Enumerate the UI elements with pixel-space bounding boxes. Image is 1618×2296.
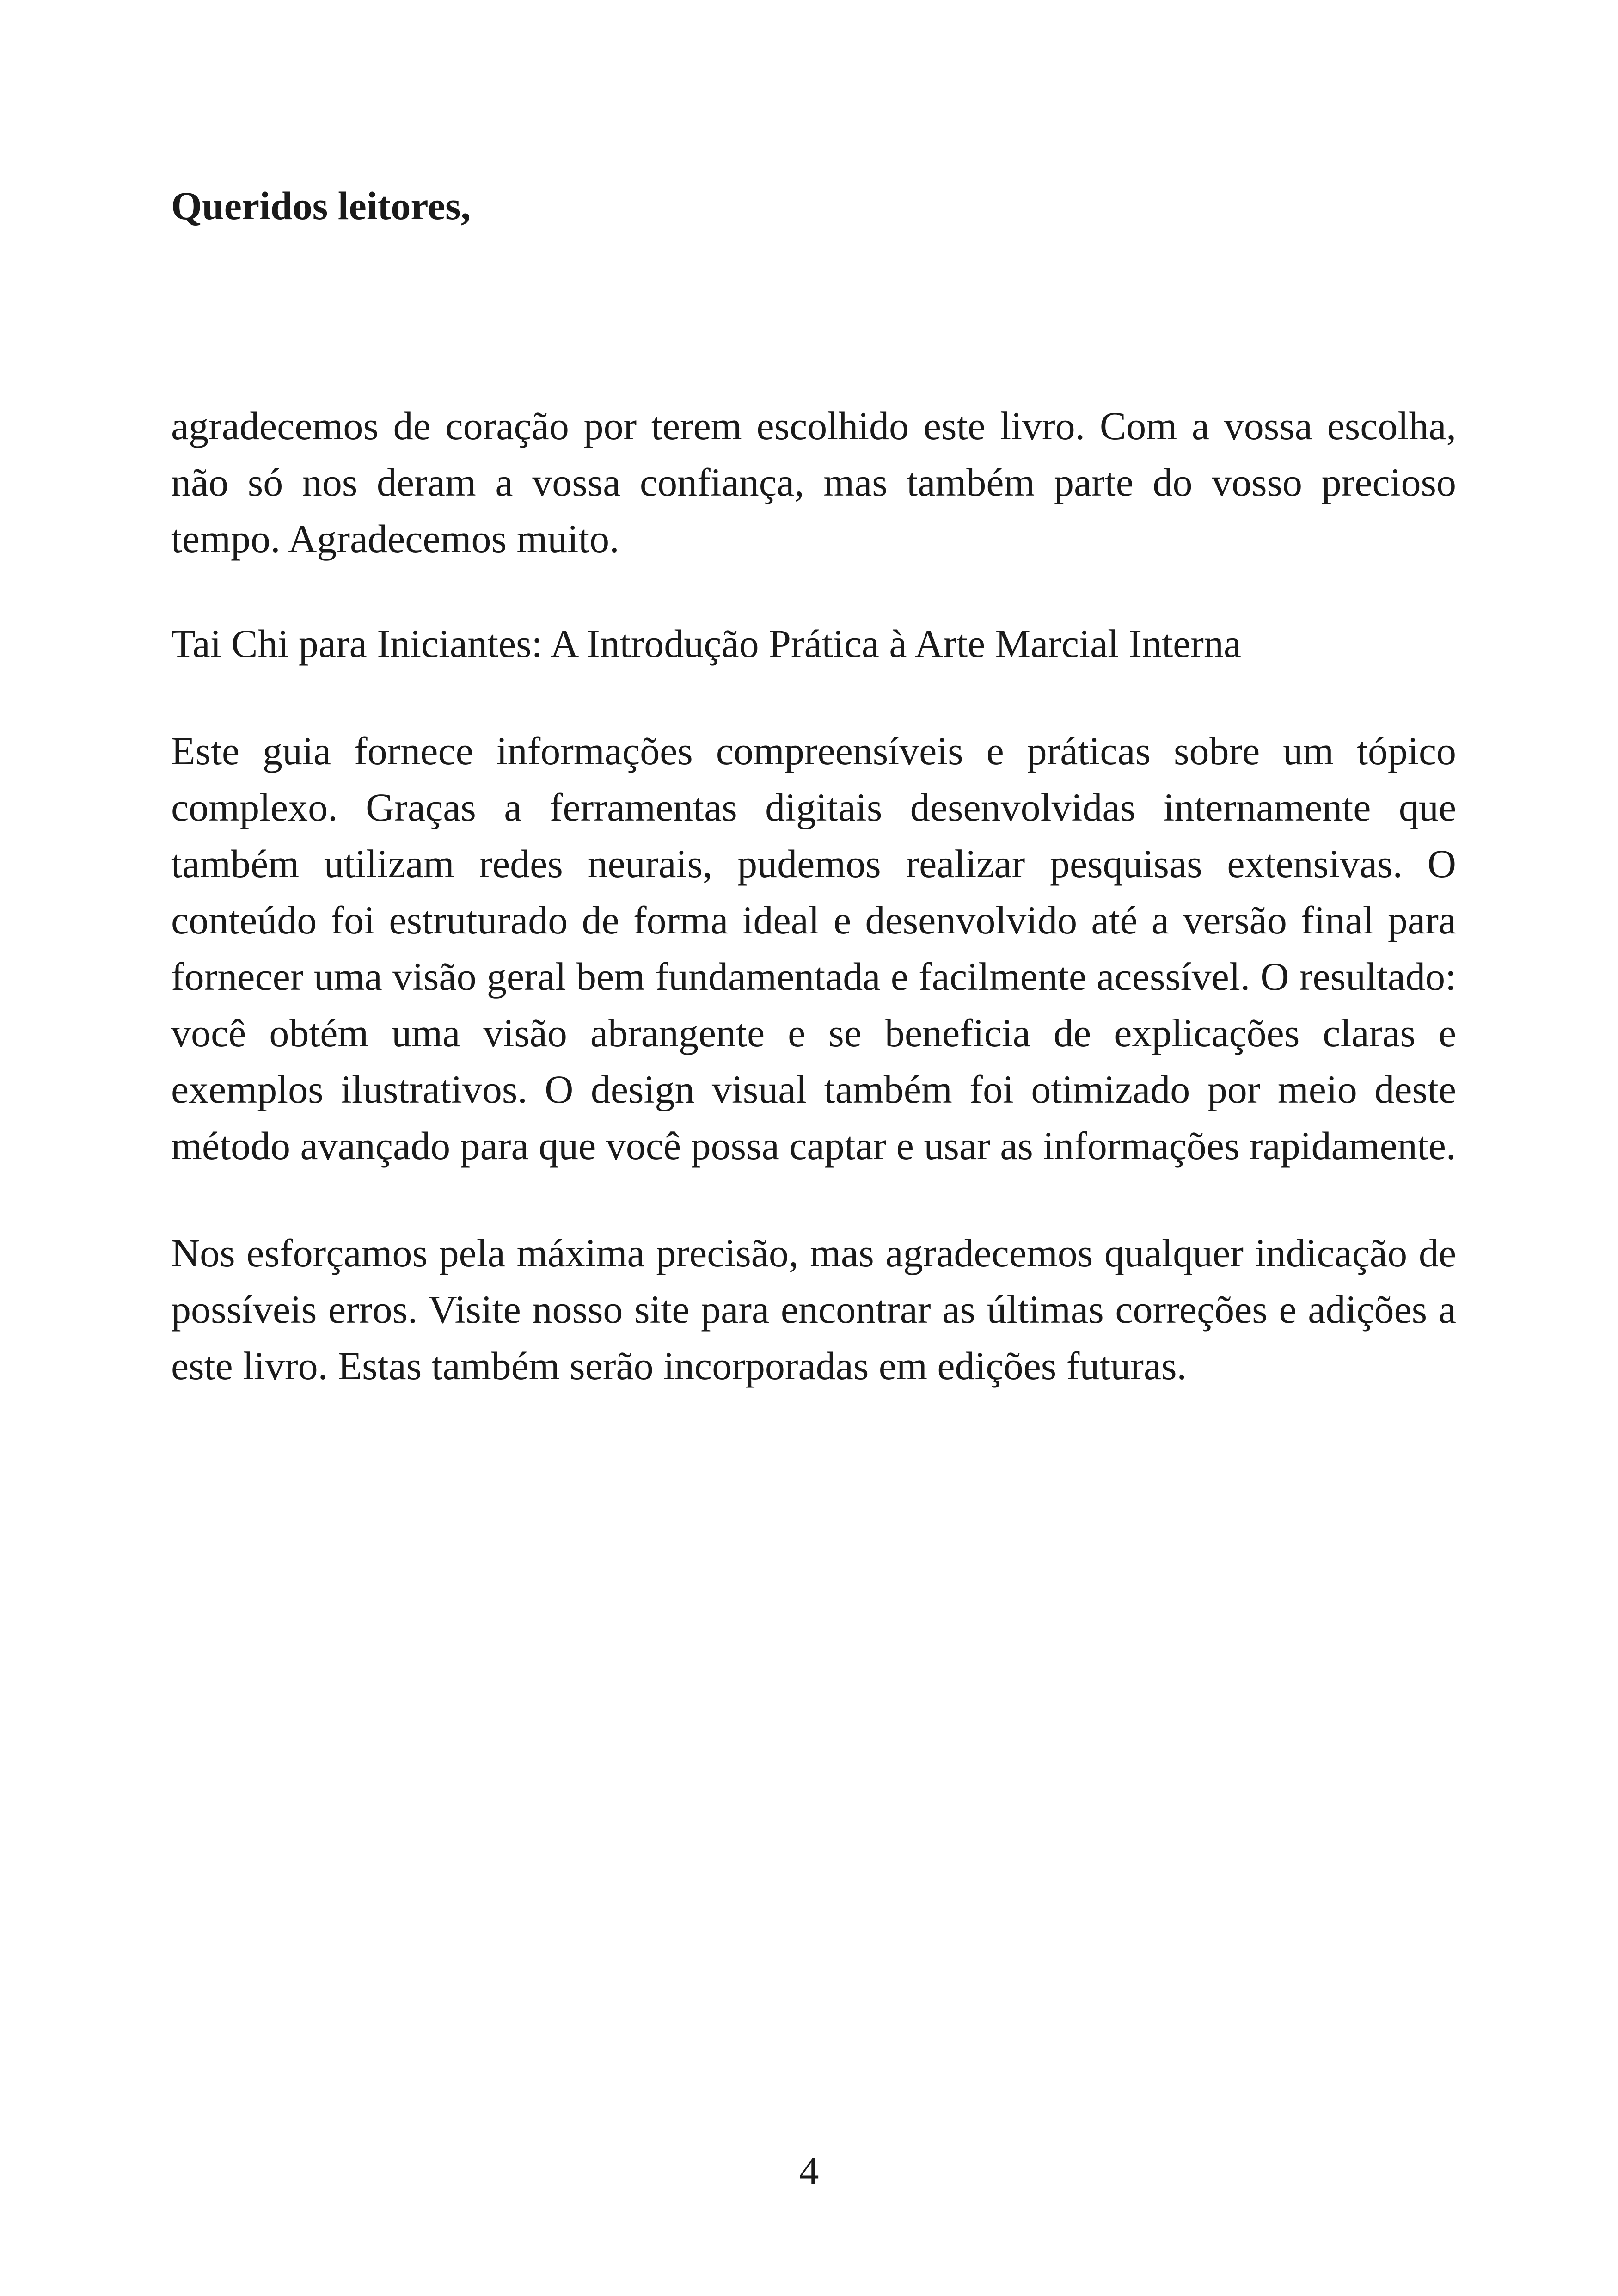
salutation-heading: Queridos leitores, bbox=[171, 184, 471, 228]
book-title: Tai Chi para Iniciantes: A Introdução Prática à Arte Marcial Interna bbox=[171, 621, 1242, 666]
guide-description-paragraph: Este guia fornece informações compreensíveis e práticas sobre um tópico complexo. Graças a ferramentas digitais desenvolvidas internamente que também utilizam redes neurais, pudemos realizar pesquisas extensivas. O conteúdo foi estruturado de forma ideal e desenvolvido até a versão final para fornecer uma visão geral bem fundamentada e facilmente acessível. O resultado: você obtém uma visão abrangente e se beneficia de explicações claras e exemplos ilustrativos. O design visual também foi otimizado por meio deste método avançado para que você possa captar e usar as informações rapidamente. bbox=[171, 729, 1456, 1168]
errata-paragraph: Nos esforçamos pela máxima precisão, mas agradecemos qualquer indicação de possíveis erros. Visite nosso site para encontrar as últimas correções e adições a este livro. Estas também serão incorporadas em edições futuras. bbox=[171, 1231, 1456, 1388]
thanks-paragraph: agradecemos de coração por terem escolhido este livro. Com a vossa escolha, não só nos deram a vossa confiança, mas também parte do vosso precioso tempo. Agradecemos muito. bbox=[171, 404, 1456, 561]
page-number: 4 bbox=[799, 2149, 819, 2193]
page-body bbox=[171, 176, 1456, 1394]
